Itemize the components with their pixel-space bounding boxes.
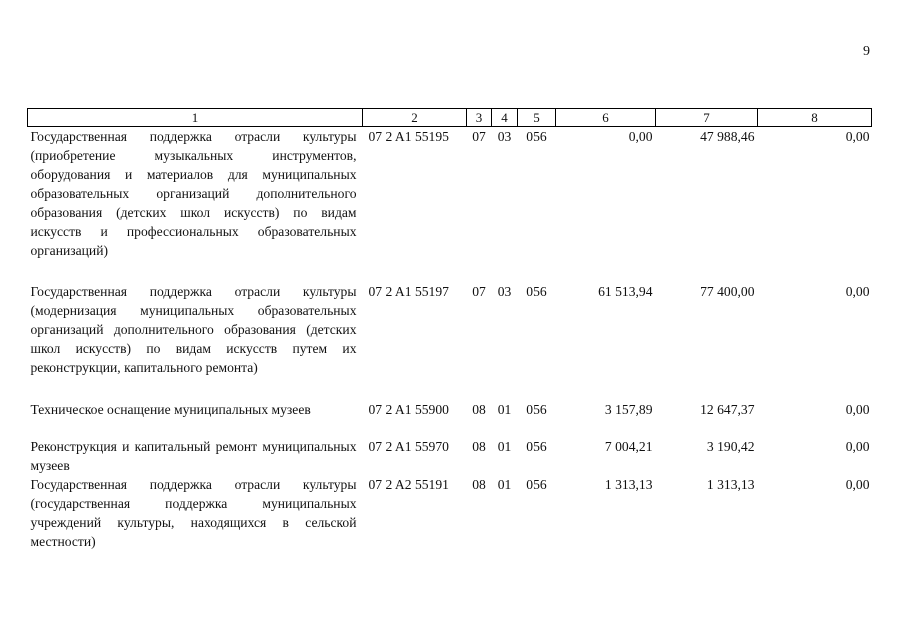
amount-col-7: 77 400,00 [700, 284, 755, 299]
subsection-code: 01 [497, 439, 512, 454]
amount-col-6: 1 313,13 [604, 477, 653, 492]
page-number: 9 [863, 44, 870, 59]
expense-type-code: 056 [526, 477, 547, 492]
expense-type-code: 056 [526, 402, 547, 417]
amount-col-8: 0,00 [845, 477, 870, 492]
amount-col-6: 3 157,89 [604, 402, 653, 417]
expense-type-code: 056 [526, 129, 547, 144]
column-header-4: 4 [492, 109, 518, 127]
budget-table [27, 108, 872, 555]
subsection-code: 01 [497, 402, 512, 417]
target-article-code: 07 2 A1 55970 [368, 439, 449, 454]
amount-col-7: 1 313,13 [706, 477, 755, 492]
column-header-7: 7 [656, 109, 758, 127]
table-row [28, 282, 872, 400]
subsection-code: 01 [497, 477, 512, 492]
target-article-code: 07 2 A1 55900 [368, 402, 449, 417]
column-header-2: 2 [363, 109, 467, 127]
amount-col-8: 0,00 [845, 284, 870, 299]
column-header-8: 8 [758, 109, 872, 127]
expense-type-code: 056 [526, 439, 547, 454]
section-code: 07 [472, 129, 486, 144]
amount-col-8: 0,00 [845, 129, 870, 144]
table-header-row [28, 109, 872, 127]
amount-col-6: 7 004,21 [604, 439, 653, 454]
column-header-3: 3 [467, 109, 492, 127]
column-header-6: 6 [556, 109, 656, 127]
amount-col-6: 61 513,94 [598, 284, 653, 299]
amount-col-8: 0,00 [845, 439, 870, 454]
row-name: Государственная поддержка отрасли культуры (государственная поддержка муниципальных учреждений культуры, находящихся в сельской местности) [30, 477, 357, 549]
column-header-1: 1 [28, 109, 363, 127]
column-header-5: 5 [518, 109, 556, 127]
target-article-code: 07 2 A2 55191 [368, 477, 449, 492]
table-row [28, 400, 872, 437]
amount-col-7: 12 647,37 [700, 402, 755, 417]
section-code: 08 [472, 402, 486, 417]
section-code: 08 [472, 477, 486, 492]
table-row [28, 127, 872, 283]
table-row [28, 475, 872, 555]
subsection-code: 03 [497, 129, 512, 144]
table-row [28, 437, 872, 475]
expense-type-code: 056 [526, 284, 547, 299]
row-name: Техническое оснащение муниципальных музеев [30, 402, 311, 417]
amount-col-6: 0,00 [628, 129, 653, 144]
amount-col-7: 3 190,42 [706, 439, 755, 454]
target-article-code: 07 2 A1 55195 [368, 129, 449, 144]
section-code: 08 [472, 439, 486, 454]
target-article-code: 07 2 A1 55197 [368, 284, 449, 299]
section-code: 07 [472, 284, 486, 299]
row-name: Государственная поддержка отрасли культуры (модернизация муниципальных образовательных организаций дополнительного образования (детских школ искусств) по видам искусств путем их реконструкции, капитального ремонта) [30, 284, 357, 375]
row-name: Реконструкция и капитальный ремонт муниципальных музеев [30, 439, 357, 473]
row-name: Государственная поддержка отрасли культуры (приобретение музыкальных инструментов, оборудования и материалов для муниципальных образовательных организаций дополнительного образования (детских школ искусств) по видам искусств и профессиональных образовательных организаций) [30, 129, 357, 258]
subsection-code: 03 [497, 284, 512, 299]
amount-col-8: 0,00 [845, 402, 870, 417]
amount-col-7: 47 988,46 [700, 129, 755, 144]
